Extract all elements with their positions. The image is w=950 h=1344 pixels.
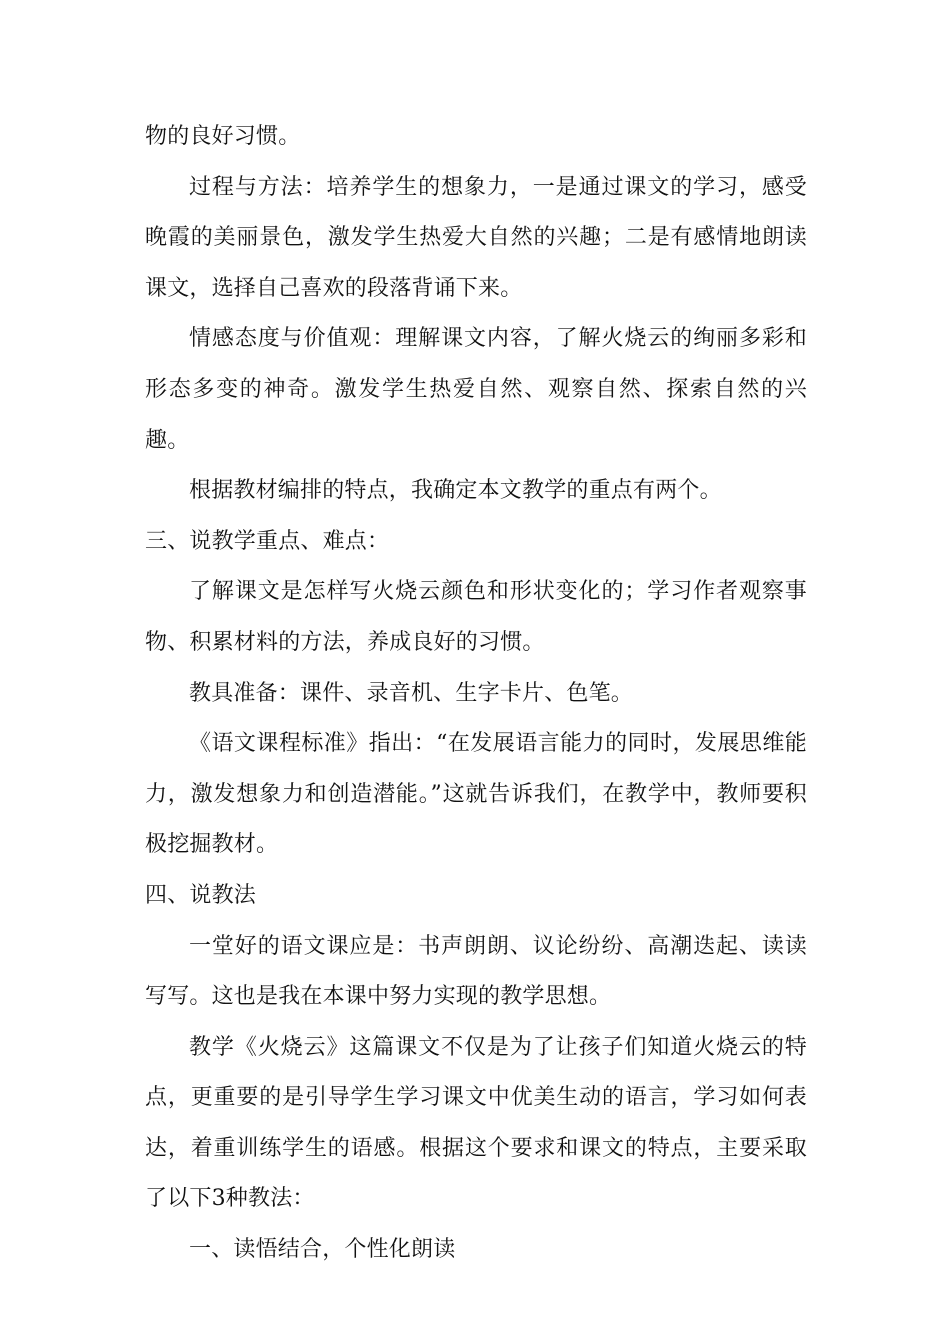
- section-heading-key-points: 三、说教学重点、难点：: [145, 528, 390, 554]
- paragraph-teaching-purpose: 教学《火烧云》这篇课文不仅是为了让孩子们知道火烧云的特点，更重要的是引导学生学习课文中优美生动的语言，学习如何表达，着重训练学生的语感。根据这个要求和课文的特点，主要采取了以下3种教法：: [145, 1034, 807, 1212]
- section-heading-teaching-methods: 四、说教法: [145, 882, 257, 908]
- paragraph-key-points: 了解课文是怎样写火烧云颜色和形状变化的；学习作者观察事物、积累材料的方法，养成良好的习惯。: [145, 579, 807, 655]
- document-body: [145, 112, 807, 1276]
- subheading-method-one: 一、读悟结合，个性化朗读: [189, 1237, 456, 1263]
- paragraph-teaching-aids: 教具准备：课件、录音机、生字卡片、色笔。: [189, 680, 634, 706]
- paragraph-emotion-values: 情感态度与价值观：理解课文内容，了解火烧云的绚丽多彩和形态多变的神奇。激发学生热爱自然、观察自然、探索自然的兴趣。: [145, 326, 807, 453]
- paragraph-process-method: 过程与方法：培养学生的想象力，一是通过课文的学习，感受晚霞的美丽景色，激发学生热爱大自然的兴趣；二是有感情地朗读课文，选择自己喜欢的段落背诵下来。: [145, 174, 807, 301]
- paragraph-continuation: 物的良好习惯。: [145, 124, 301, 149]
- paragraph-focus-intro: 根据教材编排的特点，我确定本文教学的重点有两个。: [189, 478, 722, 504]
- paragraph-curriculum-standard: 《语文课程标准》指出：“在发展语言能力的同时，发展思维能力，激发想象力和创造潜能。”这就告诉我们，在教学中，教师要积极挖掘教材。: [145, 731, 807, 858]
- paragraph-good-lesson: 一堂好的语文课应是：书声朗朗、议论纷纷、高潮迭起、读读写写。这也是我在本课中努力实现的教学思想。: [145, 933, 807, 1010]
